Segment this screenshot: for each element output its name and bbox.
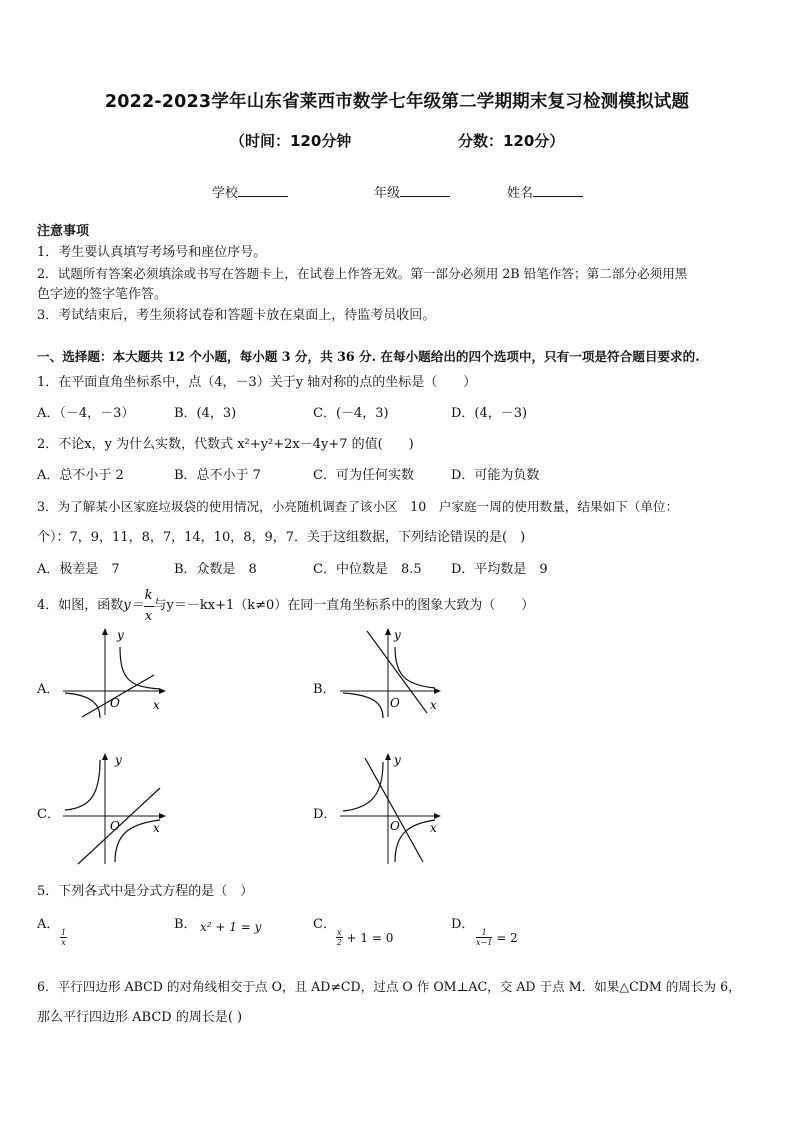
q5-c-num: x [337, 928, 342, 937]
hyperbola-branch [65, 693, 100, 718]
grade-field [374, 182, 450, 201]
note-item: 色字迹的签字笔作答。 [37, 287, 168, 302]
q1-stem: 1．在平面直角坐标系中，点（4，－3）关于y 轴对称的点的坐标是（ ） [37, 375, 477, 390]
q2-option-c: C．可为任何实数 [313, 468, 414, 483]
q4-stem-post: 与y＝－kx+1（k≠0）在同一直角坐标系中的图象大致为（ ） [153, 598, 535, 613]
q4-graph-d [335, 750, 445, 868]
q3-option-c: C．中位数是 8.5 [313, 562, 422, 577]
note-item: 1．考生要认真填写考场号和座位序号。 [37, 245, 267, 260]
school-field [212, 182, 288, 201]
q5-label-b: B． [174, 917, 197, 932]
q2-stem: 2．不论x，y 为什么实数，代数式 x²+y²+2x－4y+7 的值( ) [37, 437, 414, 452]
y-axis-label: y [117, 628, 124, 642]
q4-fraction [144, 586, 154, 627]
q5-label-a: A． [37, 917, 60, 932]
name-blank [533, 184, 583, 197]
q4-stem [37, 588, 534, 624]
q3-stem-line1: 3．为了解某小区家庭垃圾袋的使用情况，小亮随机调查了该小区 10 户家庭一周的使用数量，结果如下（单位： [37, 499, 679, 514]
x-axis-label: x [153, 698, 160, 712]
q1-option-b: B．(4，3) [174, 406, 237, 421]
origin-label: O [110, 819, 120, 833]
q1-option-a: A．（－4，－3） [37, 406, 135, 421]
line-graph [365, 758, 423, 862]
q4-stem-pre: 4．如图，函数 [37, 598, 124, 613]
name-label: 姓名 [507, 186, 534, 201]
y-axis-arrow [385, 628, 391, 635]
note-item: 2．试题所有答案必须填涂或书写在答题卡上，在试卷上作答无效。第一部分必须用 2B 铅笔作答；第二部分必须用黑 [37, 266, 688, 281]
q6-stem-line1: 6．平行四边形 ABCD 的对角线相交于点 O，且 AD≠CD，过点 O 作 OM⊥AC，交 AD 于点 M．如果△CDM 的周长为 6， [37, 979, 741, 994]
y-axis-label: y [394, 628, 401, 642]
notes-heading: 注意事项 [37, 224, 90, 239]
q4-fraction-den: x [144, 608, 153, 624]
y-axis-arrow [102, 628, 108, 635]
q5-label-d: D． [451, 917, 475, 932]
y-axis-label: y [394, 753, 401, 767]
x-axis-arrow [434, 813, 441, 819]
q2-option-d: D．可能为负数 [451, 468, 540, 483]
q6-stem-line2: 那么平行四边形 ABCD 的周长是( ) [37, 1010, 243, 1025]
q4-option-d: D． [313, 807, 337, 822]
x-axis-label: x [430, 821, 437, 835]
q2-option-b: B．总不小于 7 [174, 468, 261, 483]
q4-option-a: A． [37, 682, 60, 697]
q5-stem: 5．下列各式中是分式方程的是（ ） [37, 884, 254, 899]
exam-title: 2022-2023学年山东省莱西市数学七年级第二学期期末复习检测模拟试题 [104, 92, 690, 112]
hyperbola-branch [65, 760, 100, 810]
q4-stem-y: y＝ [123, 598, 144, 613]
q5-c-rest: + 1 = 0 [346, 930, 394, 945]
q1-option-c: C．(－4，3) [313, 406, 389, 421]
q5-option-a [60, 928, 67, 947]
origin-label: O [110, 696, 120, 710]
q2-option-a: A．总不小于 2 [37, 468, 124, 483]
hyperbola-branch [343, 693, 383, 718]
q4-graph-c [60, 750, 170, 868]
origin-label: O [390, 696, 400, 710]
y-axis-label: y [115, 753, 122, 767]
score-label: 分数：120分） [458, 132, 565, 150]
x-axis-label: x [430, 698, 437, 712]
q4-fraction-num: k [144, 586, 154, 607]
q3-option-b: B．众数是 8 [174, 562, 257, 577]
q5-c-den: 2 [336, 938, 342, 947]
grade-label: 年级 [374, 186, 401, 201]
y-axis-arrow [385, 753, 391, 760]
school-blank [238, 184, 288, 197]
q1-option-d: D．(4，－3) [451, 406, 528, 421]
q5-a-fraction [60, 928, 67, 947]
hyperbola-branch [343, 762, 383, 811]
q5-d-rest: = 2 [496, 930, 518, 945]
hyperbola-branch [395, 647, 435, 688]
q5-d-fraction [476, 928, 492, 947]
q5-option-b: x² + 1 = y [200, 920, 262, 934]
origin-label: O [390, 819, 400, 833]
x-axis-arrow [159, 688, 166, 694]
q5-option-d [476, 928, 518, 947]
q4-graph-b [335, 625, 445, 720]
q5-a-den: x [61, 938, 66, 947]
q5-c-fraction [336, 928, 343, 947]
grade-blank [400, 184, 450, 197]
q5-a-num: 1 [61, 928, 67, 937]
note-item: 3．考试结束后，考生须将试卷和答题卡放在桌面上，待监考员收回。 [37, 308, 436, 323]
q4-graph-a [60, 625, 170, 720]
section-heading: 一、选择题：本大题共 12 个小题，每小题 3 分，共 36 分. 在每小题给出的四个选项中，只有一项是符合题目要求的. [37, 349, 700, 364]
q3-option-a: A．极差是 7 [37, 562, 120, 577]
q5-d-num: 1 [476, 928, 492, 938]
q4-option-b: B． [313, 682, 336, 697]
x-axis-arrow [159, 813, 166, 819]
q5-option-c [336, 928, 393, 947]
q3-option-d: D．平均数是 9 [451, 562, 548, 577]
q5-d-den: x−1 [476, 938, 493, 947]
q5-label-c: C． [313, 917, 336, 932]
x-axis-label: x [153, 821, 160, 835]
time-label: （时间：120分钟 [230, 132, 352, 150]
y-axis-arrow [102, 753, 108, 760]
x-axis-arrow [434, 688, 441, 694]
hyperbola-branch [395, 820, 435, 862]
name-field [507, 182, 583, 201]
school-label: 学校 [212, 186, 239, 201]
q3-stem-line2: 个）：7，9，11，8，7，14，10，8，9，7．关于这组数据，下列结论错误的是( ) [37, 530, 526, 545]
q4-option-c: C． [37, 807, 60, 822]
